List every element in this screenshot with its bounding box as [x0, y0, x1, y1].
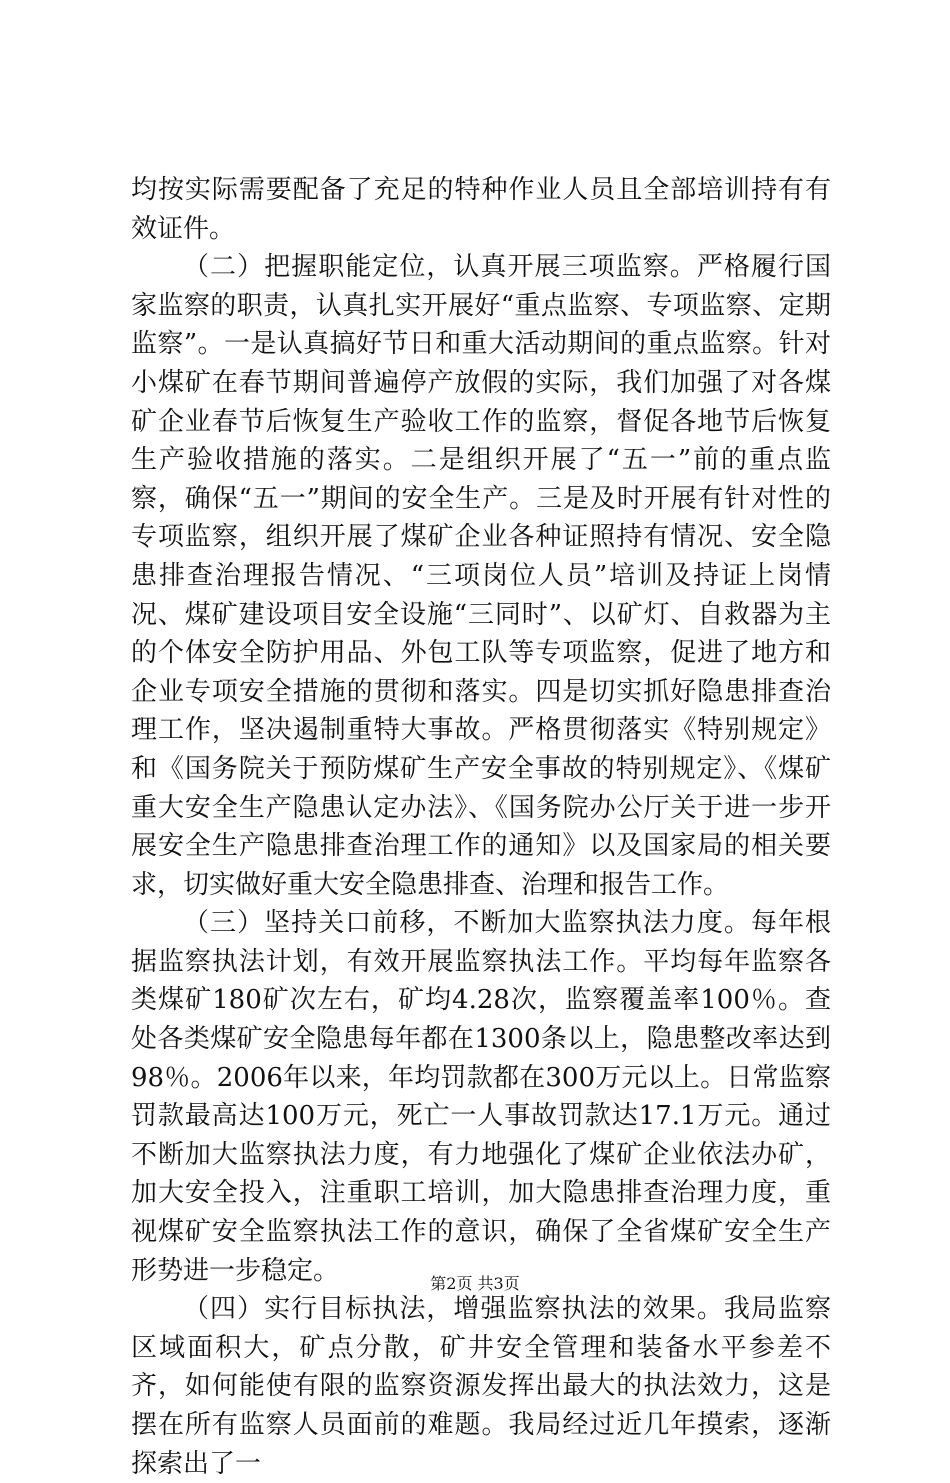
paragraph-section-two: （二）把握职能定位，认真开展三项监察。严格履行国家监察的职责，认真扎实开展好“重点监察、专项监察、定期监察”。一是认真搞好节日和重大活动期间的重点监察。针对小煤矿在春节期间普遍停产放假的实际，我们加强了对各煤矿企业春节后恢复生产验收工作的监察，督促各地节后恢复生产验收措施的落实。二是组织开展了“五一”前的重点监察，确保“五一”期间的安全生产。三是及时开展有针对性的专项监察，组织开展了煤矿企业各种证照持有情况、安全隐患排查治理报告情况、“三项岗位人员”培训及持证上岗情况、煤矿建设项目安全设施“三同时”、以矿灯、自救器为主的个体安全防护用品、外包工队等专项监察，促进了地方和企业专项安全措施的贯彻和落实。四是切实抓好隐患排查治理工作，坚决遏制重特大事故。严格贯彻落实《特别规定》和《国务院关于预防煤矿生产安全事故的特别规定》、《煤矿重大安全生产隐患认定办法》、《国务院办公厅关于进一步开展安全生产隐患排查治理工作的通知》以及国家局的相关要求，切实做好重大安全隐患排查、治理和报告工作。: [131, 252, 831, 900]
paragraph-section-three: （三）坚持关口前移，不断加大监察执法力度。每年根据监察执法计划，有效开展监察执法工作。平均每年监察各类煤矿180矿次左右，矿均4.28次，监察覆盖率100％。查处各类煤矿安全隐患每年都在1300条以上，隐患整改率达到98％。2006年以来，年均罚款都在300万元以上。日常监察罚款最高达100万元，死亡一人事故罚款达17.1万元。通过不断加大监察执法力度，有力地强化了煤矿企业依法办矿，加大安全投入，注重职工培训，加大隐患排查治理力度，重视煤矿安全监察执法工作的意识，确保了全省煤矿安全生产形势进一步稳定。: [131, 908, 831, 1286]
paragraph-section-four: （四）实行目标执法，增强监察执法的效果。我局监察区域面积大，矿点分散，矿井安全管理和装备水平参差不齐，如何能使有限的监察资源发挥出最大的执法效力，这是摆在所有监察人员面前的难题。我局经过近几年摸索，逐渐探索出了一: [131, 1294, 831, 1479]
page-footer: 第2页 共3页: [430, 1274, 520, 1293]
paragraph-continuation: 均按实际需要配备了充足的特种作业人员且全部培训持有有效证件。: [131, 175, 831, 244]
